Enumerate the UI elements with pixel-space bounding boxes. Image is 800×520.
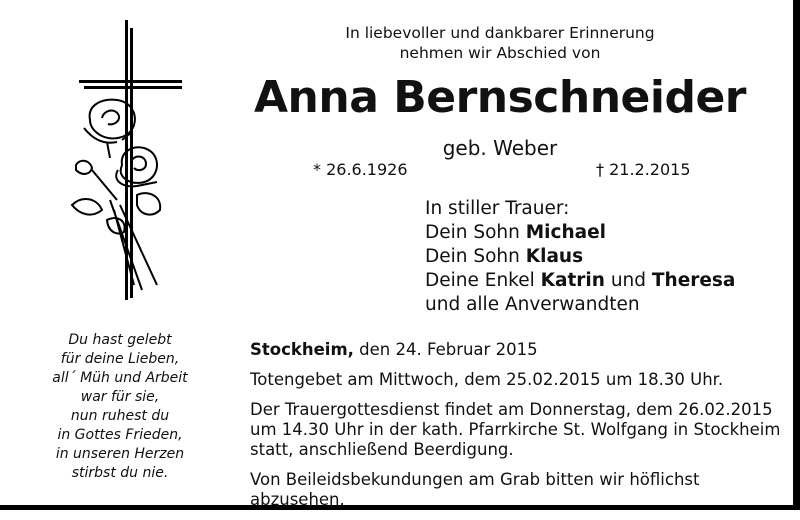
relation: Dein Sohn [425, 222, 526, 243]
condolence-note: Von Beileidsbekundungen am Grab bitten wir höflichst abzusehen. [250, 470, 700, 509]
deceased-name: Anna Bernschneider [254, 72, 746, 123]
mourner-line: und alle Anverwandten [425, 294, 640, 315]
date: den 24. Februar 2015 [353, 340, 538, 359]
place: Stockheim, [250, 340, 354, 359]
mourner-name: Katrin [540, 270, 605, 291]
mourner-name: Klaus [525, 246, 584, 267]
service-line: Der Trauergottesdienst findet am Donnerstag, dem 26.02.2015 [250, 400, 773, 419]
service-info [250, 400, 790, 460]
poem [20, 331, 220, 483]
notice-body [250, 340, 790, 520]
mourners-heading: In stiller Trauer: [425, 198, 570, 219]
maiden-name: geb. Weber [442, 136, 558, 160]
service-line: um 14.30 Uhr in der kath. Pfarrkirche St. Wolfgang in Stockheim [250, 420, 781, 439]
intro-line: nehmen wir Abschied von [399, 44, 601, 62]
poem-line: in unseren Herzen [55, 446, 185, 462]
intro-line: In liebevoller und dankbarer Erinnerung [345, 24, 655, 42]
poem-line: in Gottes Frieden, [57, 427, 183, 443]
mourner-line [425, 269, 735, 293]
intro-text [300, 23, 700, 63]
prayer-info: Totengebet am Mittwoch, dem 25.02.2015 um 18.30 Uhr. [250, 370, 724, 389]
poem-line: für deine Lieben, [60, 351, 180, 367]
mourner-name: Theresa [651, 270, 736, 291]
birth-date: * 26.6.1926 [313, 160, 408, 179]
poem-line: war für sie, [80, 389, 160, 405]
poem-line: Du hast gelebt [68, 332, 172, 348]
relation: Dein Sohn [425, 246, 526, 267]
poem-line: all´ Müh und Arbeit [52, 370, 188, 386]
mourner-name: Michael [525, 222, 607, 243]
mourner-line [425, 245, 735, 269]
poem-line: stirbst du nie. [71, 465, 169, 481]
cross-with-roses-icon [62, 20, 182, 300]
border-right [793, 0, 800, 510]
poem-line: nun ruhest du [70, 408, 170, 424]
service-line: statt, anschließend Beerdigung. [250, 440, 514, 459]
death-date: † 21.2.2015 [596, 160, 691, 179]
mourners-list [425, 197, 735, 317]
mourner-line [425, 221, 735, 245]
conjunction: und [604, 270, 652, 291]
place-date [250, 340, 790, 360]
relation: Deine Enkel [425, 270, 541, 291]
